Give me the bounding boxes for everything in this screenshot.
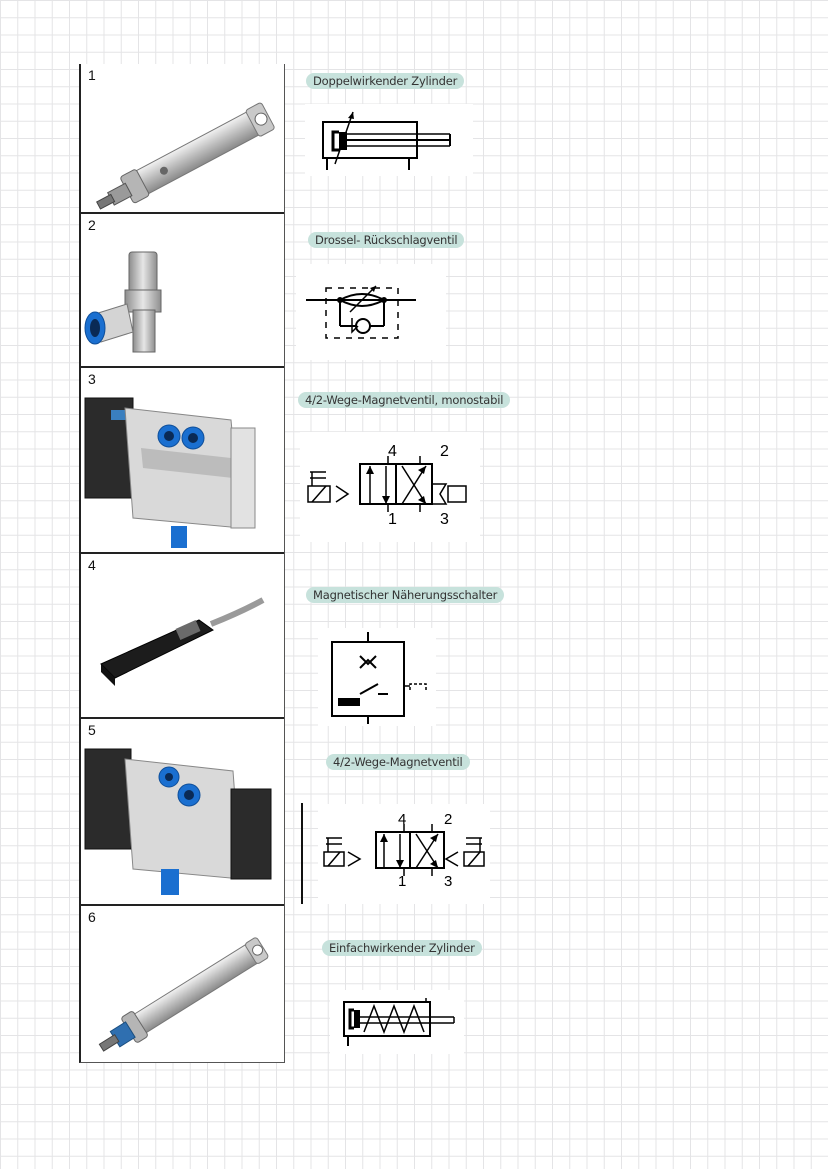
port-2-label: 2 [444,811,453,828]
label-double-acting-cylinder: Doppelwirkender Zylinder [306,73,464,89]
component-row-2 [81,214,284,368]
port-3-label: 3 [440,511,449,528]
row-number: 5 [88,722,96,738]
label-single-acting-cylinder: Einfachwirkender Zylinder [322,940,482,956]
label-monostable-valve: 4/2-Wege-Magnetventil, monostabil [298,392,510,408]
divider-line [301,803,303,904]
port-3-label: 3 [444,873,453,890]
port-1-label: 1 [398,873,407,890]
component-photo-column [79,64,285,1063]
label-bistable-valve: 4/2-Wege-Magnetventil [326,754,470,770]
double-acting-cylinder-photo-icon [81,64,284,212]
monostable-4-2-valve-symbol-icon [300,432,480,542]
row-number: 2 [88,217,96,233]
proximity-sensor-photo-icon [81,554,284,717]
component-row-1 [81,64,284,214]
throttle-check-valve-symbol-icon [296,264,446,360]
component-row-3 [81,368,284,554]
double-acting-cylinder-symbol-icon [305,104,473,176]
single-acting-cylinder-photo-icon [81,906,284,1060]
port-4-label: 4 [388,443,397,460]
solenoid-valve-photo-icon [81,719,284,904]
solenoid-valve-photo-icon [81,368,284,552]
component-row-4 [81,554,284,719]
component-row-5 [81,719,284,906]
row-number: 1 [88,67,96,83]
row-number: 4 [88,557,96,573]
flow-control-valve-photo-icon [81,214,284,366]
component-row-6 [81,906,284,1062]
bistable-4-2-valve-symbol-icon [318,804,490,904]
label-throttle-check-valve: Drossel- Rückschlagventil [308,232,464,248]
row-number: 3 [88,371,96,387]
single-acting-cylinder-symbol-icon [330,990,464,1054]
port-1-label: 1 [388,511,397,528]
magnetic-proximity-switch-symbol-icon [318,628,436,726]
port-2-label: 2 [440,443,449,460]
label-proximity-switch: Magnetischer Näherungsschalter [306,587,504,603]
row-number: 6 [88,909,96,925]
port-4-label: 4 [398,811,407,828]
